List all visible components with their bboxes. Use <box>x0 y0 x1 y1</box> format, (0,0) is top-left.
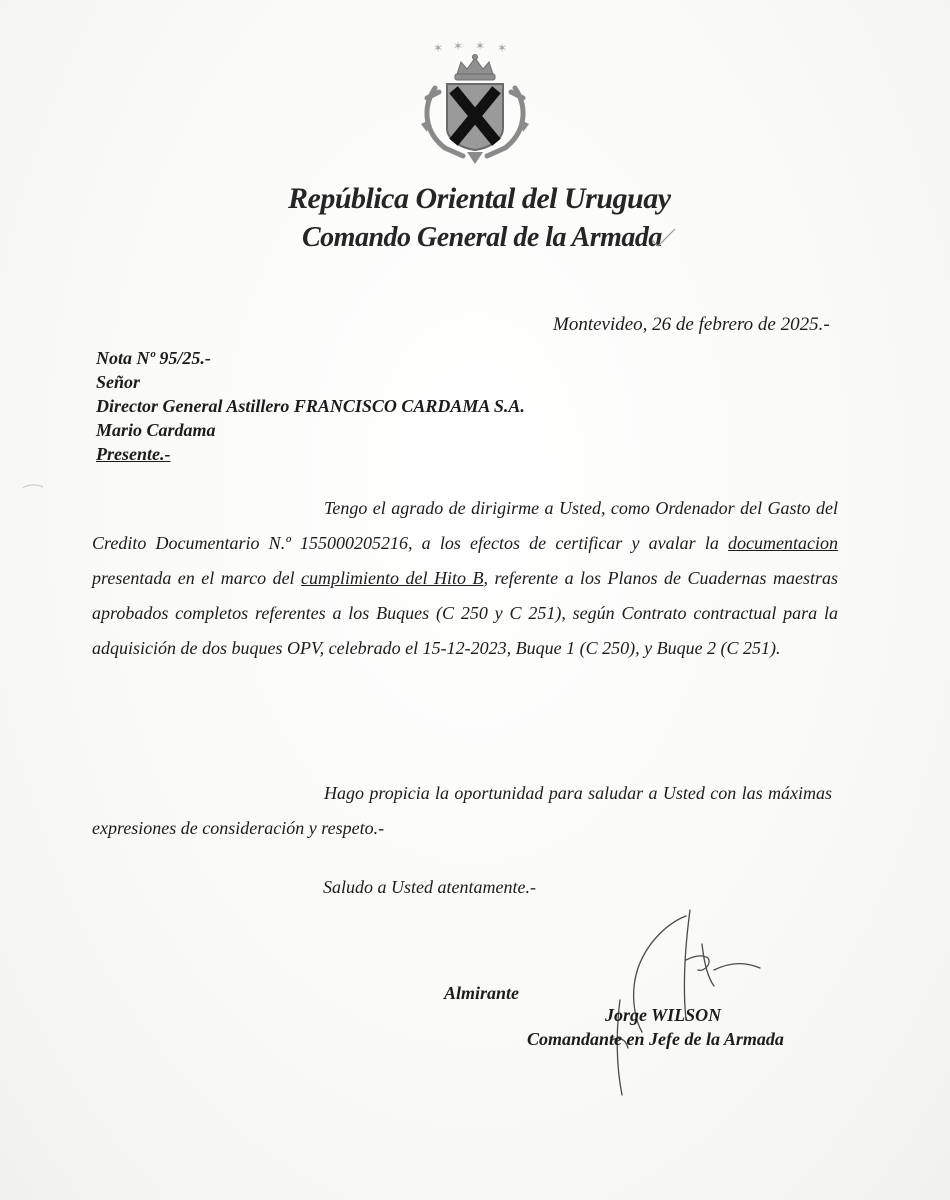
header-republic: República Oriental del Uruguay <box>288 182 671 215</box>
body-text-documentacion: documentacion <box>728 533 838 553</box>
header-command: Comando General de la Armada <box>302 222 662 253</box>
addressee-block <box>96 346 525 466</box>
svg-text:✶: ✶ <box>497 41 508 55</box>
farewell-line: Saludo a Usted atentamente.- <box>323 877 536 897</box>
svg-text:✶: ✶ <box>453 39 464 53</box>
closing-paragraph: Hago propicia la oportunidad para saludar a Usted con las máximas expresiones de consideración y respeto.- <box>92 783 832 838</box>
body-paragraph <box>92 491 838 666</box>
check-mark-icon <box>648 226 678 250</box>
recipient-name: Mario Cardama <box>96 420 216 440</box>
letter-date: Montevideo, 26 de febrero de 2025.- <box>553 314 830 335</box>
body-text-2: presentada en el marco del <box>92 568 302 588</box>
signer-title: Comandante en Jefe de la Armada <box>527 1029 784 1049</box>
margin-scratch-mark <box>22 482 44 492</box>
signer-name: Jorge WILSON <box>605 1005 722 1025</box>
body-text-3: , referente a los Planos de Cuadernas maestras aprobados completos referentes a los Buques (C 250 y C 251), según Contrato contractual para la adquisición de dos buques OPV, celebrado el 15-12-2023, Buque 1 (C 250), y Buque 2 (C 251). <box>92 568 838 658</box>
recipient-title: Director General Astillero FRANCISCO CARDAMA S.A. <box>96 396 525 416</box>
note-number: Nota Nº 95/25.- <box>96 348 211 368</box>
svg-text:✶: ✶ <box>475 39 486 53</box>
body-text-1: Tengo el agrado de dirigirme a Usted, como Ordenador del Gasto del Credito Documentario N.º 155000205216, a los efectos de certificar y avalar la <box>92 498 838 553</box>
naval-emblem-icon <box>405 36 545 166</box>
presente-label: Presente.- <box>96 444 171 464</box>
svg-text:✶: ✶ <box>433 41 444 55</box>
signer-rank: Almirante <box>444 983 520 1003</box>
body-text-hito: cumplimiento del Hito B <box>301 568 484 588</box>
salutation: Señor <box>96 372 141 392</box>
